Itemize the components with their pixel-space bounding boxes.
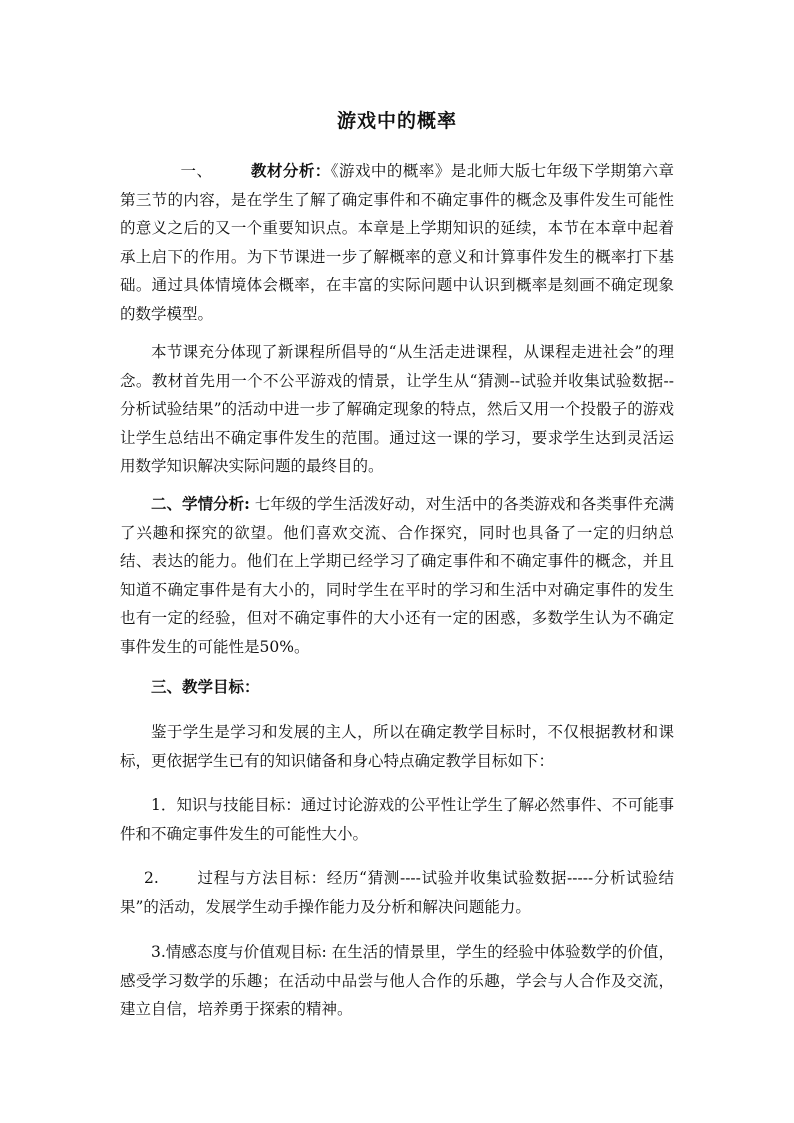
section-1-paragraph	[120, 157, 674, 328]
section-3-heading: 三、教学目标：	[151, 677, 260, 696]
section-1-paragraph-2: 本节课充分体现了新课程所倡导的“从生活走进课程，从课程走进社会”的理念。教材首先用一个不公平游戏的情景，让学生从“猜测--试验并收集试验数据--分析试验结果”的活动中进一步了解确定现象的特点，然后又用一个投骰子的游戏让学生总结出不确定事件发生的范围。通过这一课的学习，要求学生达到灵活运用数学知识解决实际问题的最终目的。	[120, 343, 674, 475]
section-2-heading: 二、学情分析:	[151, 494, 250, 513]
page-title: 游戏中的概率	[336, 110, 457, 132]
section-3-intro: 鉴于学生是学习和发展的主人，所以在确定教学目标时，不仅根据教材和课标，更依据学生已有的知识储备和身心特点确定教学目标如下：	[120, 723, 674, 770]
goal-1: 1．知识与技能目标：通过讨论游戏的公平性让学生了解必然事件、不可能事件和不确定事件发生的可能性大小。	[120, 796, 674, 843]
goal-2-text: 过程与方法目标：经历“猜测----试验并收集试验数据-----分析试验结果”的活动，发展学生动手操作能力及分析和解决问题能力。	[120, 869, 674, 916]
section-1-number: 一、	[180, 162, 213, 180]
section-1-heading: 教材分析：	[250, 161, 331, 180]
goal-3: 3.情感态度与价值观目标: 在生活的情景里，学生的经验中体验数学的价值，感受学习数学的乐趣；在活动中品尝与他人合作的乐趣，学会与人合作及交流，建立自信，培养勇于探索的精神。	[120, 943, 674, 1018]
section-2-text: 七年级的学生活泼好动，对生活中的各类游戏和各类事件充满了兴趣和探究的欲望。他们喜欢交流、合作探究，同时也具备了一定的归纳总结、表达的能力。他们在上学期已经学习了确定事件和不确定事件的概念，并且知道不确定事件是有大小的，同时学生在平时的学习和生活中对确定事件的发生也有一定的经验，但对不确定事件的大小还有一定的困惑，多数学生认为不确定事件发生的可能性是50%。	[120, 495, 674, 656]
section-1-text: 《游戏中的概率》是北师大版七年级下学期第六章第三节的内容，是在学生了解了确定事件和不确定事件的概念及事件发生可能性的意义之后的又一个重要知识点。本章是上学期知识的延续，本节在本章中起着承上启下的作用。为下节课进一步了解概率的意义和计算事件发生的概率打下基础。通过具体情境体会概率，在丰富的实际问题中认识到概率是刻画不确定现象的数学模型。	[120, 162, 674, 323]
goal-2-number: 2.	[144, 869, 159, 887]
section-2-paragraph	[120, 490, 674, 661]
goal-2	[120, 864, 674, 921]
